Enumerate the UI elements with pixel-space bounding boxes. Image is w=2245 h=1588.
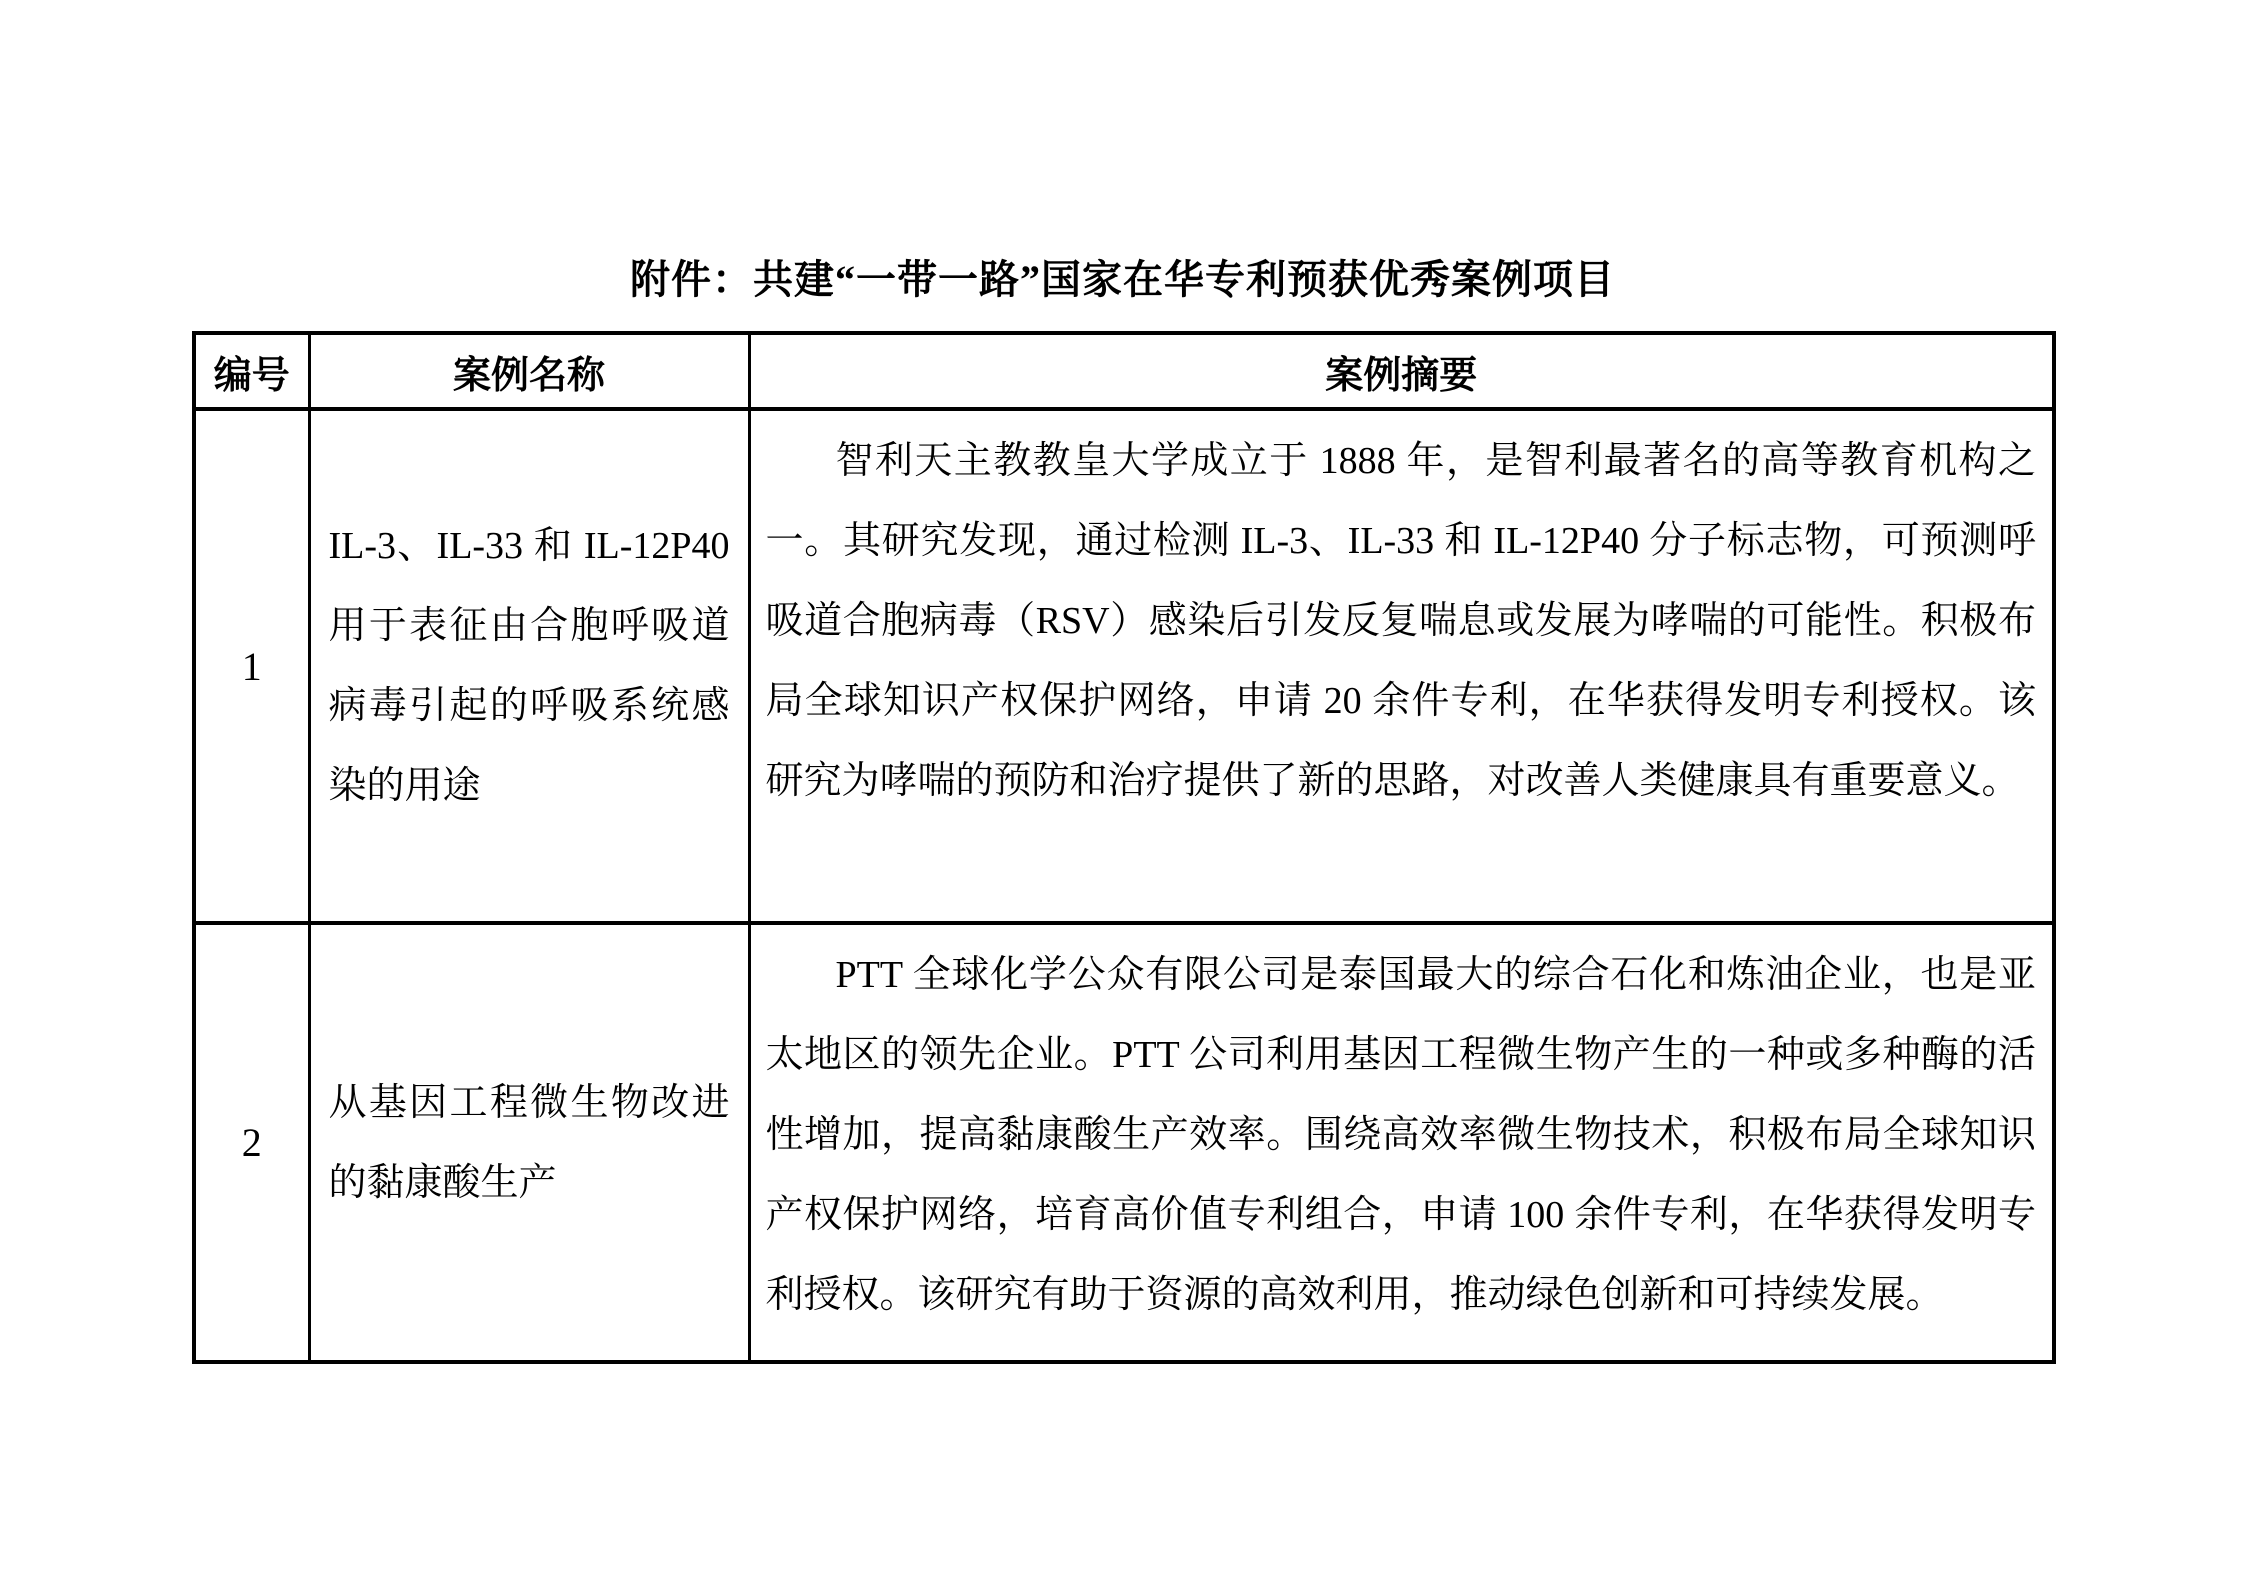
header-cell-number: 编号 [194, 333, 309, 409]
table-row [194, 923, 2054, 1362]
case-table [192, 331, 2056, 1364]
case-summary-cell [749, 923, 2054, 1362]
table-row [194, 409, 2054, 923]
header-cell-case-summary: 案例摘要 [749, 333, 2054, 409]
case-name-cell: 从基因工程微生物改进的黏康酸生产 [309, 923, 749, 1362]
page-title: 附件：共建“一带一路”国家在华专利预获优秀案例项目 [630, 257, 1615, 302]
case-name-cell: IL-3、IL-33 和 IL-12P40 用于表征由合胞呼吸道病毒引起的呼吸系统感染的用途 [309, 409, 749, 923]
case-summary-paragraph: PTT 全球化学公众有限公司是泰国最大的综合石化和炼油企业，也是亚太地区的领先企业。PTT 公司利用基因工程微生物产生的一种或多种酶的活性增加，提高黏康酸生产效率。围绕高效率微生物技术，积极布局全球知识产权保护网络，培育高价值专利组合，申请 100 余件专利，在华获得发明专利授权。该研究有助于资源的高效利用，推动绿色创新和可持续发展。 [765, 954, 2036, 1316]
header-cell-case-name: 案例名称 [309, 333, 749, 409]
case-summary-paragraph: 智利天主教教皇大学成立于 1888 年，是智利最著名的高等教育机构之一。其研究发现，通过检测 IL-3、IL-33 和 IL-12P40 分子标志物，可预测呼吸道合胞病毒（RSV）感染后引发反复喘息或发展为哮喘的可能性。积极布局全球知识产权保护网络，申请 20 余件专利，在华获得发明专利授权。该研究为哮喘的预防和治疗提供了新的思路，对改善人类健康具有重要意义。 [765, 440, 2036, 802]
row-number-cell: 1 [194, 409, 309, 923]
case-summary-cell [749, 409, 2054, 923]
row-number-cell: 2 [194, 923, 309, 1362]
table-header-row [194, 333, 2054, 409]
